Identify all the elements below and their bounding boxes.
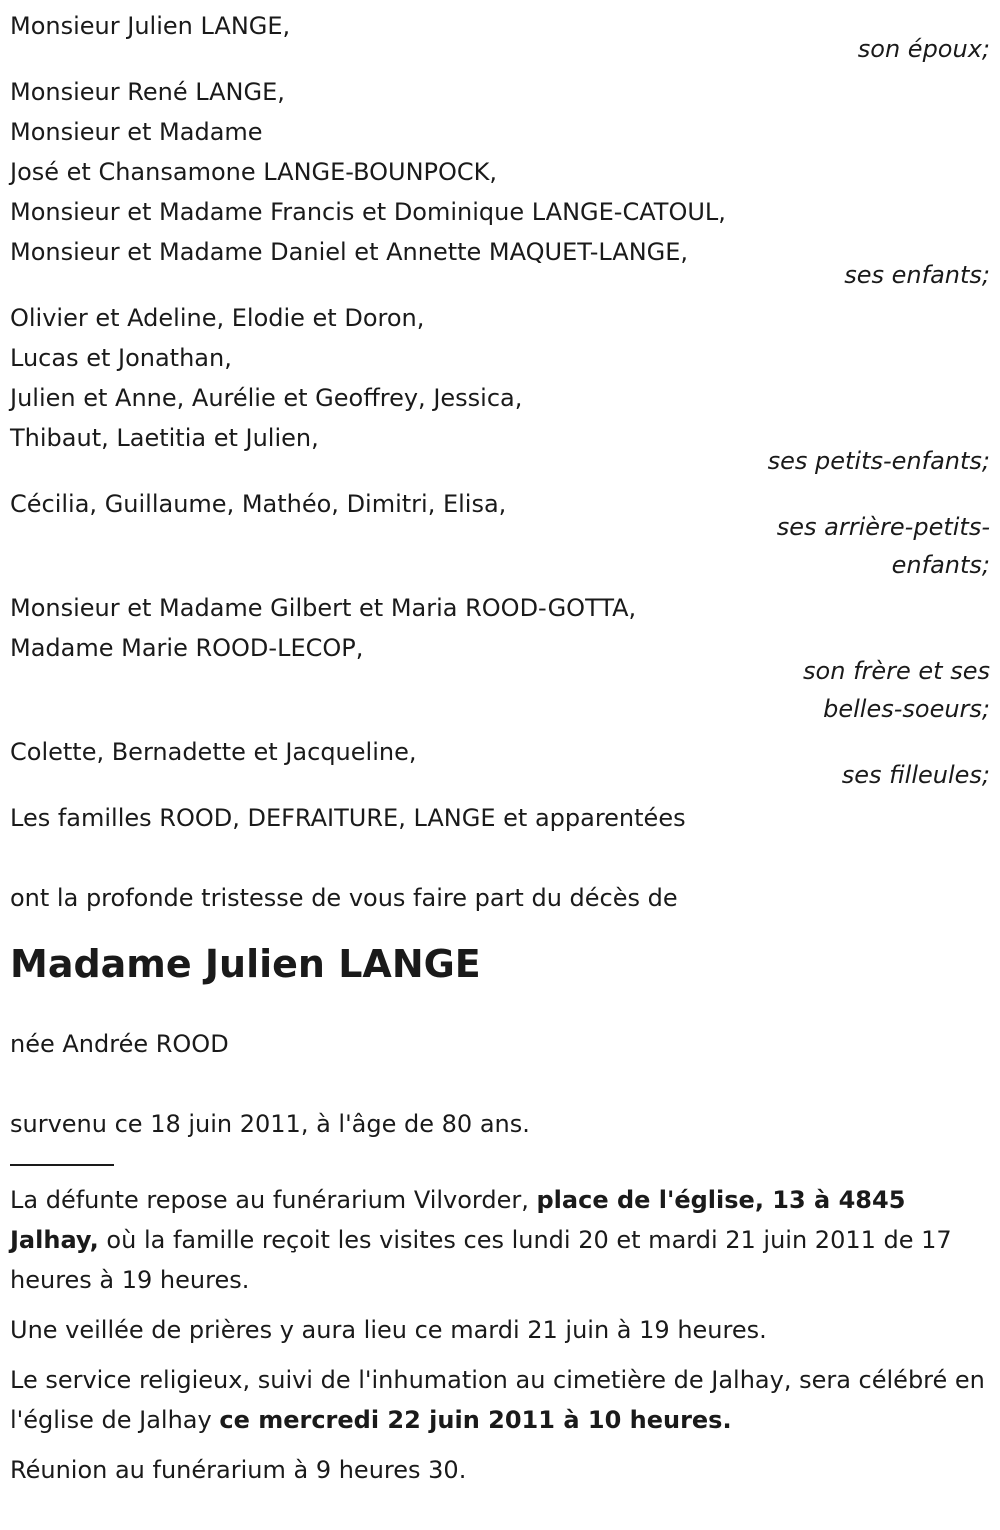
family-group-children xyxy=(10,72,990,294)
born-name: née Andrée ROOD xyxy=(10,1030,229,1058)
family-name-line: Thibaut, Laetitia et Julien, xyxy=(10,424,319,452)
relationship-label: ses enfants; xyxy=(844,261,990,289)
viewing-paragraph: La défunte repose au funérarium Vilvorder, place de l'église, 13 à 4845 Jalhay, où la famille reçoit les visites ces lundi 20 et mardi 21 juin 2011 de 17 heures à 19 heures. xyxy=(10,1186,952,1294)
family-name-line: Monsieur René LANGE, xyxy=(10,78,285,106)
family-group-great-grandchildren xyxy=(10,484,990,584)
family-name-line: Monsieur et Madame Gilbert et Maria ROOD-GOTTA, xyxy=(10,594,637,622)
service-datetime: ce mercredi 22 juin 2011 à 10 heures. xyxy=(219,1406,732,1434)
family-name-line: Olivier et Adeline, Elodie et Doron, xyxy=(10,304,425,332)
family-group-grandchildren xyxy=(10,298,990,480)
family-name-line: Lucas et Jonathan, xyxy=(10,344,232,372)
deceased-name: Madame Julien LANGE xyxy=(10,942,481,986)
meeting-paragraph: Réunion au funérarium à 9 heures 30. xyxy=(10,1456,467,1484)
family-name-line: Monsieur et Madame xyxy=(10,118,263,146)
family-name-line: Colette, Bernadette et Jacqueline, xyxy=(10,738,417,766)
families-line: Les familles ROOD, DEFRAITURE, LANGE et apparentées xyxy=(10,804,686,832)
family-name-line: Monsieur Julien LANGE, xyxy=(10,12,291,40)
divider xyxy=(10,1144,114,1166)
family-group-spouse xyxy=(10,6,990,68)
relationship-label: ses filleules; xyxy=(841,761,990,789)
family-name-line: Monsieur et Madame Daniel et Annette MAQUET-LANGE, xyxy=(10,238,689,266)
family-group-siblings xyxy=(10,588,990,728)
family-name-line: José et Chansamone LANGE-BOUNPOCK, xyxy=(10,158,498,186)
relationship-label: son frère et ses belles-soeurs; xyxy=(803,657,990,723)
family-name-line: Madame Marie ROOD-LECOP, xyxy=(10,634,364,662)
family-group-goddaughters xyxy=(10,732,990,794)
service-paragraph: Le service religieux, suivi de l'inhumation au cimetière de Jalhay, sera célébré en l'église de Jalhay ce mercredi 22 juin 2011 à 10 heures. xyxy=(10,1366,985,1434)
family-name-line: Monsieur et Madame Francis et Dominique LANGE-CATOUL, xyxy=(10,198,726,226)
family-name-line: Cécilia, Guillaume, Mathéo, Dimitri, Elisa, xyxy=(10,490,507,518)
vigil-paragraph: Une veillée de prières y aura lieu ce mardi 21 juin à 19 heures. xyxy=(10,1316,767,1344)
announcement-text: ont la profonde tristesse de vous faire part du décès de xyxy=(10,884,678,912)
relationship-label: son époux; xyxy=(857,35,990,63)
relationship-label: ses petits-enfants; xyxy=(767,447,990,475)
funeral-home-address: place de l'église, 13 à 4845 Jalhay, xyxy=(10,1186,906,1254)
family-name-line: Julien et Anne, Aurélie et Geoffrey, Jessica, xyxy=(10,384,523,412)
death-info: survenu ce 18 juin 2011, à l'âge de 80 ans. xyxy=(10,1110,530,1138)
relationship-label: ses arrière-petits- enfants; xyxy=(776,513,990,579)
